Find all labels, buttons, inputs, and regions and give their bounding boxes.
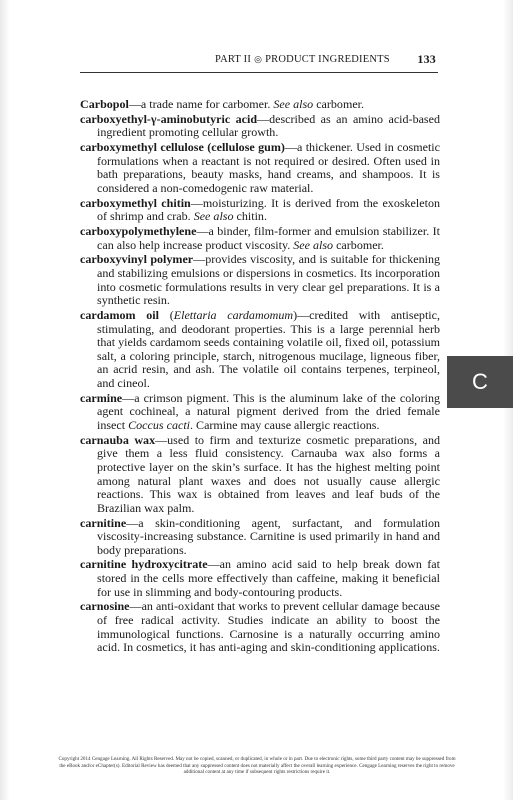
- section-tab-letter: C: [472, 369, 488, 394]
- entry-term: carnitine hydroxycitrate: [80, 557, 208, 572]
- entry-term: carboxypolymethylene: [80, 224, 197, 239]
- entry-definition-text: —an amino acid said to help break down fat stored in the cells more effectively than caffeine, making it beneficial for use in slimming and body-contouring products.: [97, 557, 440, 599]
- glossary-entry: [80, 141, 440, 195]
- glossary-entry: [80, 434, 440, 516]
- section-tab: [447, 356, 513, 408]
- entry-definition-text: )—credited with antiseptic, stimulating, and deodorant properties. This is a large perennial herb that yields cardamom seeds containing volatile oil, fixed oil, potassium salt, a coloring principle, starch, nitrogenous mucilage, ligneous fiber, an acrid resin, and ash. The volatile oil contains terpenes, terpineol, and cineol.: [97, 308, 441, 390]
- copyright-footer: Copyright 2014 Cengage Learning. All Rights Reserved. May not be copied, scanned, or duplicated, in whole or in part. Due to electronic rights, some third party content may be suppressed from the eBook and/or eChapter(s). Editorial Review has deemed that any suppressed content does not materially affect the overall learning experience. Cengage Learning reserves the right to remove additional content at any time if subsequent rights restrictions require it.: [58, 756, 456, 776]
- header-title: PRODUCT INGREDIENTS: [265, 54, 390, 65]
- header-section: [215, 54, 390, 65]
- entry-term: carboxyvinyl polymer: [80, 252, 194, 267]
- glossary-entry: [80, 113, 440, 140]
- entry-definition-text: —a skin-conditioning agent, surfactant, and formulation viscosity-increasing substance. Carnitine is used primarily in hand and body preparations.: [97, 515, 440, 557]
- glossary-entry: [80, 253, 440, 307]
- entry-definition-text: carbomer.: [313, 97, 365, 111]
- entry-definition-text: —provides viscosity, and is suitable for thickening and stabilizing emulsions or dispersions in cosmetics. Its incorporation into cosmetic formulations results in very clear gel preparations. It is a synthetic resin.: [97, 252, 441, 308]
- entry-definition-text: —used to firm and texturize cosmetic preparations, and give them a less fluid consistency. Carnauba wax also forms a protective layer on the skin’s surface. It has the highest melting point among natural plant waxes and does not usually cause allergic reactions. This wax is obtained from leaves and leaf buds of the Brazilian wax palm.: [97, 432, 440, 515]
- page-number: 133: [417, 52, 436, 66]
- glossary-entry: [80, 225, 440, 252]
- entry-definition-text: (: [158, 308, 174, 323]
- entry-term: carboxyethyl-γ-aminobutyric acid: [80, 111, 258, 126]
- glossary-entry: [80, 197, 440, 224]
- entry-definition-text: —an anti-oxidant that works to prevent cellular damage because of free radical activity. Studies indicate an ability to boost the immunological functions. Carnosine is a naturally occurring amino acid. In cosmetics, it has anti-aging and skin-conditioning applications.: [97, 599, 440, 655]
- entry-definition-text: —a trade name for carbomer.: [128, 97, 274, 111]
- header-part-label: PART II: [215, 54, 252, 65]
- entry-definition-text: carbomer.: [333, 237, 384, 252]
- entry-definition-text: —a binder, film-former and emulsion stabilizer. It can also help increase product viscosity.: [97, 224, 440, 252]
- entry-term: carnitine: [80, 515, 127, 530]
- entry-term: carnauba wax: [80, 432, 156, 447]
- entry-definition-text: —a crimson pigment. This is the aluminum lake of the coloring agent cochineal, a natural pigment derived from the dried female insect: [97, 390, 440, 432]
- entry-italic-text: Elettaria cardamomum: [173, 308, 294, 323]
- ornament-icon: ◎: [254, 54, 263, 64]
- entry-italic-text: Coccus cacti: [128, 417, 191, 432]
- entry-definition-text: chitin.: [233, 209, 267, 224]
- entry-definition-text: —described as an amino acid-based ingredient promoting cellular growth.: [97, 111, 440, 140]
- entry-term: carmine: [80, 390, 123, 405]
- entry-definition-text: —moisturizing. It is derived from the exoskeleton of shrimp and crab.: [97, 195, 440, 224]
- entry-term: carboxymethyl chitin: [80, 195, 191, 210]
- entry-term: cardamom oil: [80, 308, 159, 323]
- glossary-entry: [80, 392, 440, 433]
- glossary-entry: [80, 98, 440, 112]
- running-header: [80, 52, 438, 73]
- entry-italic-text: See also: [273, 97, 314, 111]
- glossary-entry: [80, 309, 440, 391]
- entry-italic-text: See also: [193, 209, 234, 224]
- entry-term: carboxymethyl cellulose (cellulose gum): [80, 140, 285, 155]
- entry-definition-text: —a thickener. Used in cosmetic formulations when a reactant is not required or desired. Often used in bath preparations, beauty masks, hand creams, and shampoos. It is considered a non-comedogenic raw material.: [97, 140, 440, 195]
- glossary-entry: [80, 517, 440, 558]
- glossary-entry: [80, 558, 440, 599]
- glossary-entry: [80, 600, 440, 654]
- entry-italic-text: See also: [293, 237, 334, 252]
- entry-term: carnosine: [80, 599, 130, 614]
- entry-term: Carbopol: [80, 97, 129, 111]
- entry-definition-text: . Carmine may cause allergic reactions.: [190, 417, 380, 432]
- glossary-entries: [80, 98, 440, 656]
